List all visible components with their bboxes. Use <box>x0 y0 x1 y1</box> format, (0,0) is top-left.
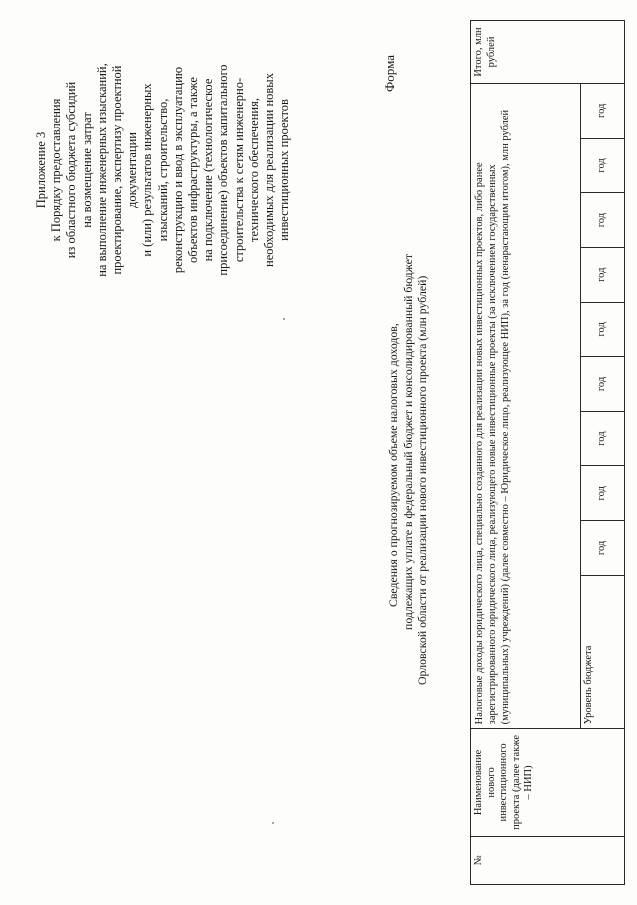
appendix-line: изысканий, строительство, <box>155 98 170 242</box>
header-number: № <box>471 836 625 884</box>
appendix-line: инвестиционных проектов <box>277 99 292 241</box>
appendix-line: реконструкцию и ввод в эксплуатацию <box>170 66 185 274</box>
appendix-header <box>34 20 292 320</box>
header-year: год <box>581 411 625 466</box>
header-year: год <box>581 193 625 248</box>
scan-speck <box>272 822 274 824</box>
appendix-line: объектов инфраструктуры, а также <box>186 77 201 263</box>
caption-line: Сведения о прогнозируемом объеме налоговых доходов, <box>386 323 400 607</box>
header-year: год <box>581 357 625 412</box>
header-year: год <box>581 302 625 357</box>
appendix-line: Приложение 3 <box>34 131 48 209</box>
tax-revenue-table <box>470 20 625 885</box>
scan-speck <box>283 318 285 320</box>
form-label: Форма <box>382 55 397 92</box>
header-year: год <box>581 247 625 302</box>
header-project-name: Наименование нового инвестиционного проекта (далее также – НИП) <box>471 729 625 836</box>
caption-line: подлежащих уплате в федеральный бюджет и консолидированный бюджет <box>400 253 415 630</box>
header-year: год <box>581 83 625 138</box>
caption-line: Орловской области от реализации нового инвестиционного проекта (млн рублей) <box>415 275 429 685</box>
appendix-line: к Порядку предоставления <box>49 98 64 242</box>
header-year: год <box>581 521 625 576</box>
table-header-row <box>471 21 581 885</box>
appendix-line: на возмещение затрат <box>79 112 94 228</box>
appendix-line: присоединение) объектов капитального <box>216 64 231 276</box>
appendix-line: проектирование, экспертизу проектной <box>110 65 125 275</box>
appendix-line: строительства к сетям инженерно- <box>231 77 246 263</box>
header-tax-revenue: Налоговые доходы юридического лица, специально созданного для реализации новых инвестиционных проектов, либо ранее зарегистрированного юридического лица, реализующего новые инвестиционные проекты (за исключением государственных (муниципальных) учреждений) (далее совместно – Юридическое лицо, реализующее НИП), за год (ненарастающим итогом), млн рублей <box>471 83 581 728</box>
table-caption <box>386 125 430 725</box>
header-year: год <box>581 138 625 193</box>
header-total: Итого, млн рублей <box>471 21 625 84</box>
header-year: год <box>581 466 625 521</box>
appendix-line: из областного бюджета субсидий <box>64 81 79 259</box>
header-budget-level: Уровень бюджета <box>581 575 625 729</box>
appendix-line: технического обеспечения, <box>246 98 261 242</box>
appendix-line: необходимых для реализации новых <box>262 73 277 267</box>
appendix-line: документации <box>125 132 140 208</box>
appendix-line: и (или) результатов инженерных <box>140 83 155 257</box>
appendix-line: на выполнение инженерных изысканий, <box>94 63 109 277</box>
appendix-line: на подключение (технологическое <box>201 78 216 262</box>
